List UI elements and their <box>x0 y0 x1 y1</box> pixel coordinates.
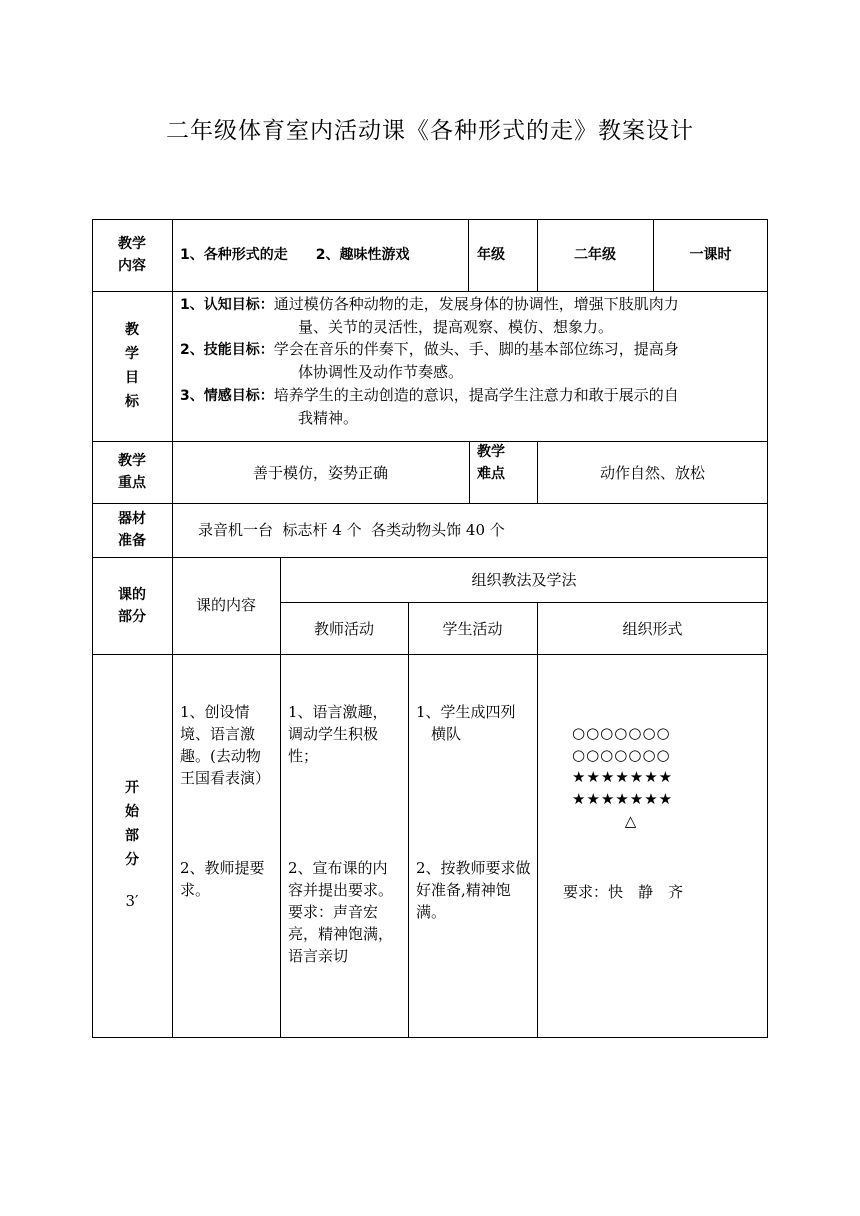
formation-row-circles: ○○○○○○○ <box>572 724 671 742</box>
column-divider <box>408 602 409 1038</box>
organization-form-header: 组织形式 <box>622 620 683 638</box>
student-activity-1: 1、学生成四列 横队 <box>416 703 516 743</box>
column-divider <box>469 441 470 503</box>
row-divider <box>92 441 768 442</box>
teaching-goals-label: 教 学 目 标 <box>125 322 139 410</box>
row-divider <box>92 654 768 655</box>
grade-label: 年级 <box>477 247 505 263</box>
grade-value: 二年级 <box>574 247 616 263</box>
column-divider <box>468 219 469 291</box>
emotional-goal <box>180 384 763 429</box>
content-item-2: 2、教师提要求。 <box>180 859 265 899</box>
start-part-label: 开 始 部 分 <box>125 780 139 868</box>
goal-text: 学会在音乐的伴奏下，做头、手、脚的基本部位练习，提高身 <box>273 340 679 358</box>
document-title: 二年级体育室内活动课《各种形式的走》教案设计 <box>166 118 694 144</box>
skill-goal <box>180 338 763 383</box>
formation-row-stars: ★★★★★★★ <box>572 768 674 786</box>
goal-text: 培养学生的主动创造的意识，提高学生注意力和敢于展示的自 <box>273 386 679 404</box>
formation-diagram <box>572 722 702 832</box>
student-activity-header: 学生活动 <box>442 620 503 638</box>
goal-label: 2、技能目标： <box>180 342 274 358</box>
row-divider <box>280 602 768 603</box>
teacher-position-triangle: △ <box>624 812 638 830</box>
teacher-activity-1: 1、语言激趣，调动学生积极性； <box>288 703 388 765</box>
difficulty-value: 动作自然、放松 <box>599 464 705 482</box>
key-point-value: 善于模仿，姿势正确 <box>252 464 388 482</box>
period-value: 一课时 <box>689 247 732 263</box>
lesson-content-header: 课的内容 <box>195 596 256 614</box>
goal-text-continued: 量、关节的灵活性，提高观察、模仿、想象力。 <box>298 318 614 336</box>
row-divider <box>92 557 768 558</box>
row-divider <box>92 503 768 504</box>
column-divider <box>537 602 538 1038</box>
goal-text-continued: 体协调性及动作节奏感。 <box>298 363 464 381</box>
teacher-activity-2: 2、宣布课的内容并提出要求。 要求：声音宏亮，精神饱满，语言亲切 <box>288 859 394 965</box>
equipment-label: 器材 准备 <box>118 511 146 549</box>
goal-label: 3、情感目标： <box>180 388 274 404</box>
methods-header: 组织教法及学法 <box>471 571 577 589</box>
formation-row-circles: ○○○○○○○ <box>572 746 671 764</box>
content-item-1: 1、创设情境、语言激趣。(去动物王国看表演） <box>180 703 271 787</box>
column-divider <box>172 219 173 1038</box>
difficulty-label: 教学 难点 <box>477 444 505 482</box>
row-divider <box>92 291 768 292</box>
teaching-content-label: 教学 内容 <box>118 236 146 274</box>
start-part-time: 3′ <box>125 892 139 910</box>
key-point-label: 教学 重点 <box>118 453 146 491</box>
goal-text: 通过模仿各种动物的走，发展身体的协调性，增强下肢肌肉力 <box>273 295 679 313</box>
student-activity-2: 2、按教师要求做好准备,精神饱满。 <box>416 859 531 921</box>
lesson-part-header: 课的 部分 <box>118 586 146 625</box>
goal-text-continued: 我精神。 <box>298 409 359 427</box>
teaching-content-value: 1、各种形式的走 2、趣味性游戏 <box>180 247 410 263</box>
equipment-value: 录音机一台 标志杆 4 个 各类动物头饰 40 个 <box>198 521 505 539</box>
cognitive-goal <box>180 293 763 338</box>
goal-label: 1、认知目标： <box>180 297 274 313</box>
formation-row-stars: ★★★★★★★ <box>572 790 674 808</box>
teacher-activity-header: 教师活动 <box>313 620 374 638</box>
formation-requirement: 要求：快 静 齐 <box>563 883 684 901</box>
